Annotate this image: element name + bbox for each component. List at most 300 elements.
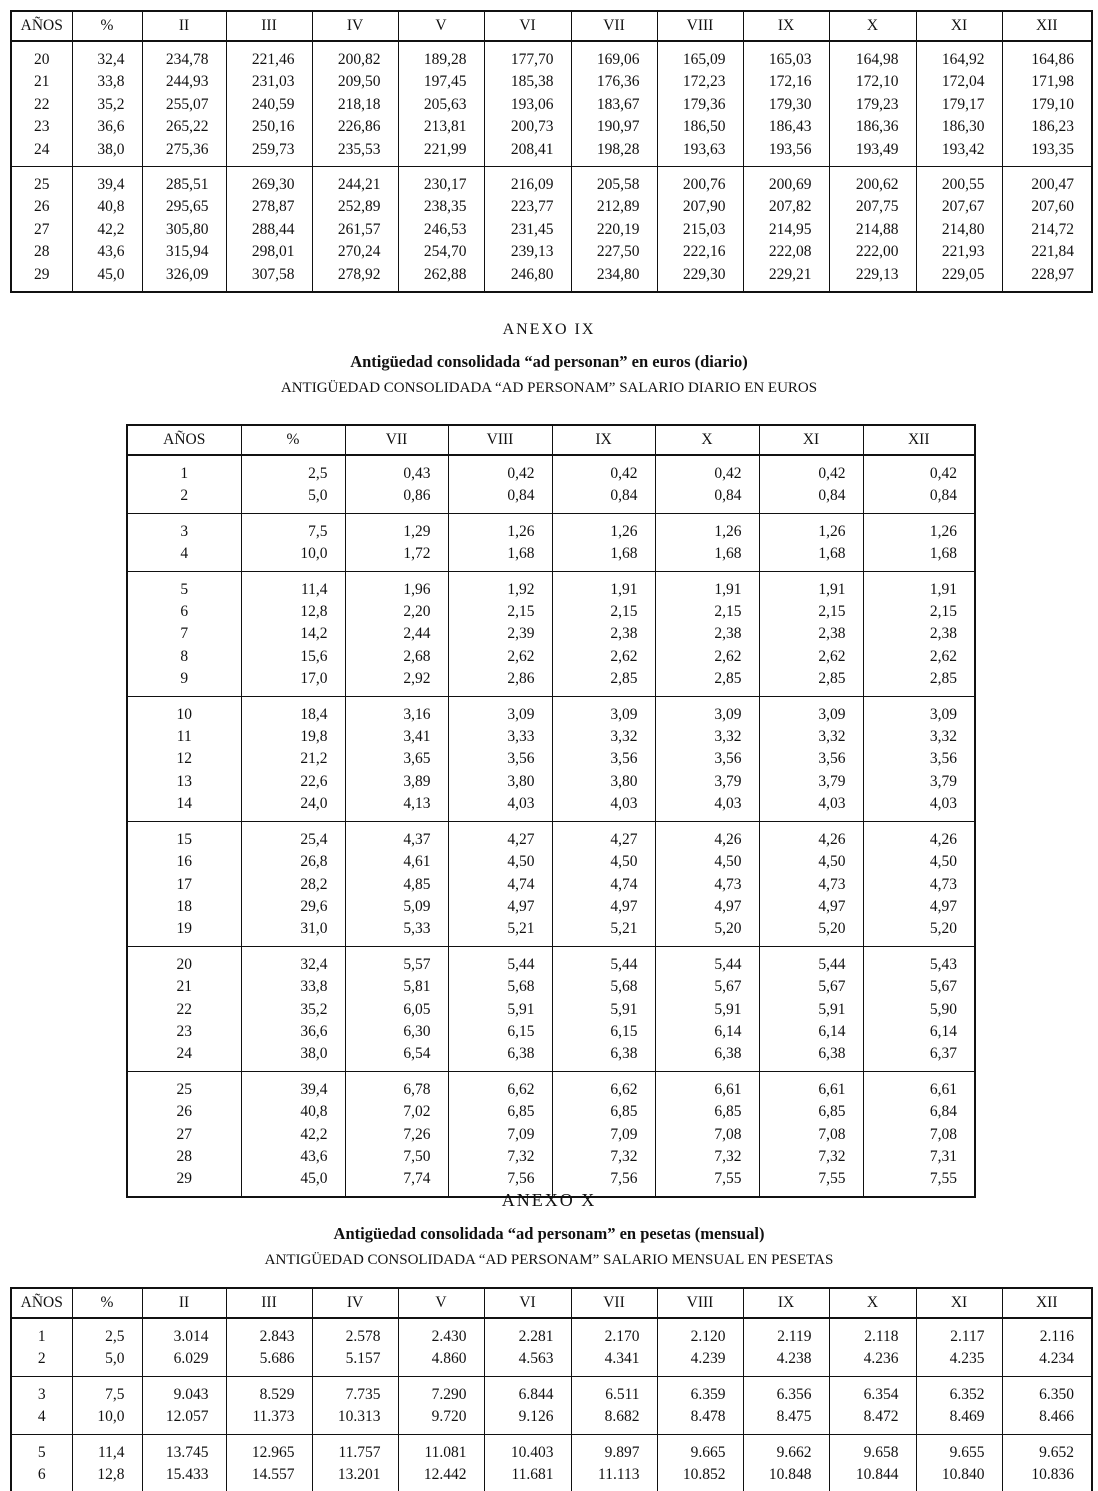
value-cell: 1,92 bbox=[448, 571, 552, 601]
percent-cell: 11,4 bbox=[72, 1434, 142, 1464]
table-row bbox=[11, 264, 1092, 292]
value-cell: 10.403 bbox=[484, 1434, 571, 1464]
table-row bbox=[127, 1071, 975, 1101]
value-cell: 190,97 bbox=[571, 116, 657, 138]
table-row bbox=[127, 874, 975, 896]
value-cell: 2,15 bbox=[655, 601, 759, 623]
table-row bbox=[127, 748, 975, 770]
table-row bbox=[11, 1406, 1092, 1434]
value-cell: 6,54 bbox=[345, 1043, 448, 1071]
value-cell: 262,88 bbox=[398, 264, 484, 292]
table-row bbox=[127, 726, 975, 748]
percent-cell: 18,4 bbox=[241, 696, 345, 726]
value-cell: 6,30 bbox=[345, 1021, 448, 1043]
column-header: IV bbox=[312, 11, 398, 41]
value-cell: 4.235 bbox=[916, 1348, 1002, 1376]
column-header: VIII bbox=[657, 11, 743, 41]
value-cell: 212,89 bbox=[571, 196, 657, 218]
percent-cell: 2,5 bbox=[241, 455, 345, 485]
value-cell: 164,86 bbox=[1002, 41, 1092, 71]
table-row bbox=[127, 696, 975, 726]
years-cell: 4 bbox=[11, 1406, 72, 1434]
value-cell: 11.681 bbox=[484, 1464, 571, 1491]
table-row bbox=[11, 196, 1092, 218]
years-cell: 13 bbox=[127, 771, 241, 793]
years-cell: 24 bbox=[11, 139, 72, 167]
value-cell: 4.236 bbox=[829, 1348, 916, 1376]
years-cell: 2 bbox=[11, 1348, 72, 1376]
value-cell: 213,81 bbox=[398, 116, 484, 138]
value-cell: 2,68 bbox=[345, 646, 448, 668]
years-cell: 7 bbox=[127, 623, 241, 645]
header-row bbox=[11, 11, 1092, 41]
value-cell: 164,92 bbox=[916, 41, 1002, 71]
value-cell: 197,45 bbox=[398, 71, 484, 93]
percent-cell: 28,2 bbox=[241, 874, 345, 896]
value-cell: 186,23 bbox=[1002, 116, 1092, 138]
years-cell: 24 bbox=[127, 1043, 241, 1071]
percent-cell: 5,0 bbox=[241, 485, 345, 513]
row-group bbox=[11, 1376, 1092, 1434]
percent-cell: 10,0 bbox=[72, 1406, 142, 1434]
value-cell: 2,62 bbox=[448, 646, 552, 668]
value-cell: 7,56 bbox=[552, 1168, 655, 1196]
table-row bbox=[127, 543, 975, 571]
column-header: XI bbox=[759, 425, 863, 455]
table-row bbox=[127, 1021, 975, 1043]
value-cell: 221,84 bbox=[1002, 241, 1092, 263]
value-cell: 2,86 bbox=[448, 668, 552, 696]
value-cell: 2,44 bbox=[345, 623, 448, 645]
value-cell: 214,88 bbox=[829, 219, 916, 241]
value-cell: 7,55 bbox=[863, 1168, 975, 1196]
value-cell: 9.665 bbox=[657, 1434, 743, 1464]
value-cell: 3,79 bbox=[655, 771, 759, 793]
value-cell: 2.843 bbox=[226, 1318, 312, 1348]
years-cell: 25 bbox=[11, 167, 72, 197]
percent-cell: 22,6 bbox=[241, 771, 345, 793]
value-cell: 4.860 bbox=[398, 1348, 484, 1376]
percent-cell: 14,2 bbox=[241, 623, 345, 645]
value-cell: 9.662 bbox=[743, 1434, 829, 1464]
value-cell: 231,45 bbox=[484, 219, 571, 241]
value-cell: 11.757 bbox=[312, 1434, 398, 1464]
value-cell: 6,85 bbox=[448, 1101, 552, 1123]
value-cell: 5,81 bbox=[345, 976, 448, 998]
value-cell: 261,57 bbox=[312, 219, 398, 241]
value-cell: 278,87 bbox=[226, 196, 312, 218]
value-cell: 6,38 bbox=[552, 1043, 655, 1071]
value-cell: 2,15 bbox=[448, 601, 552, 623]
value-cell: 2,92 bbox=[345, 668, 448, 696]
value-cell: 255,07 bbox=[142, 94, 226, 116]
table-row bbox=[127, 455, 975, 485]
value-cell: 4.238 bbox=[743, 1348, 829, 1376]
value-cell: 5.686 bbox=[226, 1348, 312, 1376]
years-cell: 16 bbox=[127, 851, 241, 873]
value-cell: 7,08 bbox=[759, 1124, 863, 1146]
table-row bbox=[11, 1464, 1092, 1491]
value-cell: 209,50 bbox=[312, 71, 398, 93]
percent-cell: 33,8 bbox=[72, 71, 142, 93]
value-cell: 315,94 bbox=[142, 241, 226, 263]
value-cell: 185,38 bbox=[484, 71, 571, 93]
header-row bbox=[11, 1288, 1092, 1318]
value-cell: 207,75 bbox=[829, 196, 916, 218]
value-cell: 3,56 bbox=[863, 748, 975, 770]
value-cell: 7,56 bbox=[448, 1168, 552, 1196]
value-cell: 295,65 bbox=[142, 196, 226, 218]
value-cell: 193,56 bbox=[743, 139, 829, 167]
value-cell: 7,50 bbox=[345, 1146, 448, 1168]
value-cell: 2.120 bbox=[657, 1318, 743, 1348]
value-cell: 3,56 bbox=[655, 748, 759, 770]
value-cell: 10.840 bbox=[916, 1464, 1002, 1491]
value-cell: 3,16 bbox=[345, 696, 448, 726]
value-cell: 5,09 bbox=[345, 896, 448, 918]
value-cell: 7,32 bbox=[655, 1146, 759, 1168]
value-cell: 169,06 bbox=[571, 41, 657, 71]
years-cell: 2 bbox=[127, 485, 241, 513]
percent-cell: 7,5 bbox=[72, 1376, 142, 1406]
value-cell: 8.478 bbox=[657, 1406, 743, 1434]
value-cell: 5,91 bbox=[759, 999, 863, 1021]
value-cell: 8.472 bbox=[829, 1406, 916, 1434]
value-cell: 14.557 bbox=[226, 1464, 312, 1491]
value-cell: 246,53 bbox=[398, 219, 484, 241]
anexo-x-table bbox=[10, 1287, 1093, 1491]
value-cell: 0,84 bbox=[448, 485, 552, 513]
percent-cell: 5,0 bbox=[72, 1348, 142, 1376]
years-cell: 25 bbox=[127, 1071, 241, 1101]
value-cell: 4,97 bbox=[552, 896, 655, 918]
value-cell: 10.852 bbox=[657, 1464, 743, 1491]
value-cell: 172,04 bbox=[916, 71, 1002, 93]
column-header: V bbox=[398, 1288, 484, 1318]
value-cell: 6,85 bbox=[655, 1101, 759, 1123]
percent-cell: 26,8 bbox=[241, 851, 345, 873]
value-cell: 2,15 bbox=[759, 601, 863, 623]
value-cell: 221,93 bbox=[916, 241, 1002, 263]
value-cell: 3,79 bbox=[863, 771, 975, 793]
value-cell: 6,05 bbox=[345, 999, 448, 1021]
value-cell: 0,42 bbox=[863, 455, 975, 485]
value-cell: 7,08 bbox=[655, 1124, 759, 1146]
percent-cell: 31,0 bbox=[241, 918, 345, 946]
years-cell: 11 bbox=[127, 726, 241, 748]
table-row bbox=[127, 896, 975, 918]
percent-cell: 12,8 bbox=[72, 1464, 142, 1491]
value-cell: 3,41 bbox=[345, 726, 448, 748]
column-header: VII bbox=[571, 1288, 657, 1318]
value-cell: 1,26 bbox=[448, 513, 552, 543]
value-cell: 5,33 bbox=[345, 918, 448, 946]
anexo-x-label: ANEXO X bbox=[501, 1190, 597, 1210]
table-row bbox=[127, 999, 975, 1021]
anexo-ix-subtitle: ANTIGÜEDAD CONSOLIDADA “AD PERSONAM” SALARIO DIARIO EN EUROS bbox=[280, 380, 818, 396]
column-header: IV bbox=[312, 1288, 398, 1318]
value-cell: 1,96 bbox=[345, 571, 448, 601]
value-cell: 221,46 bbox=[226, 41, 312, 71]
value-cell: 2,85 bbox=[863, 668, 975, 696]
table-row bbox=[127, 485, 975, 513]
value-cell: 7,31 bbox=[863, 1146, 975, 1168]
years-cell: 9 bbox=[127, 668, 241, 696]
value-cell: 4,73 bbox=[759, 874, 863, 896]
value-cell: 8.682 bbox=[571, 1406, 657, 1434]
percent-cell: 21,2 bbox=[241, 748, 345, 770]
value-cell: 3,32 bbox=[863, 726, 975, 748]
value-cell: 3,09 bbox=[448, 696, 552, 726]
value-cell: 9.658 bbox=[829, 1434, 916, 1464]
value-cell: 1,68 bbox=[448, 543, 552, 571]
value-cell: 3,79 bbox=[759, 771, 863, 793]
value-cell: 1,72 bbox=[345, 543, 448, 571]
value-cell: 1,68 bbox=[552, 543, 655, 571]
table-row bbox=[11, 1434, 1092, 1464]
years-cell: 21 bbox=[127, 976, 241, 998]
years-cell: 27 bbox=[11, 219, 72, 241]
value-cell: 6.511 bbox=[571, 1376, 657, 1406]
percent-cell: 24,0 bbox=[241, 793, 345, 821]
column-header: VII bbox=[345, 425, 448, 455]
value-cell: 200,55 bbox=[916, 167, 1002, 197]
table-row bbox=[127, 821, 975, 851]
header-row bbox=[127, 425, 975, 455]
value-cell: 4,26 bbox=[863, 821, 975, 851]
years-cell: 20 bbox=[127, 946, 241, 976]
value-cell: 2.578 bbox=[312, 1318, 398, 1348]
table-row bbox=[11, 71, 1092, 93]
column-header: III bbox=[226, 11, 312, 41]
value-cell: 214,95 bbox=[743, 219, 829, 241]
value-cell: 307,58 bbox=[226, 264, 312, 292]
value-cell: 5,68 bbox=[552, 976, 655, 998]
years-cell: 19 bbox=[127, 918, 241, 946]
row-group bbox=[127, 455, 975, 513]
value-cell: 171,98 bbox=[1002, 71, 1092, 93]
value-cell: 2,38 bbox=[552, 623, 655, 645]
table-row bbox=[11, 1376, 1092, 1406]
value-cell: 3,56 bbox=[448, 748, 552, 770]
value-cell: 4,03 bbox=[863, 793, 975, 821]
percent-cell: 35,2 bbox=[241, 999, 345, 1021]
percent-cell: 17,0 bbox=[241, 668, 345, 696]
percent-cell: 45,0 bbox=[72, 264, 142, 292]
value-cell: 0,42 bbox=[552, 455, 655, 485]
percent-cell: 36,6 bbox=[72, 116, 142, 138]
value-cell: 7,55 bbox=[655, 1168, 759, 1196]
value-cell: 2,38 bbox=[759, 623, 863, 645]
value-cell: 200,82 bbox=[312, 41, 398, 71]
value-cell: 2,38 bbox=[863, 623, 975, 645]
row-group bbox=[127, 946, 975, 1071]
table-row bbox=[11, 167, 1092, 197]
value-cell: 4,03 bbox=[759, 793, 863, 821]
value-cell: 15.433 bbox=[142, 1464, 226, 1491]
table-row bbox=[127, 1101, 975, 1123]
value-cell: 1,68 bbox=[759, 543, 863, 571]
value-cell: 2,62 bbox=[552, 646, 655, 668]
table-row bbox=[127, 1124, 975, 1146]
value-cell: 6,14 bbox=[863, 1021, 975, 1043]
percent-cell: 38,0 bbox=[241, 1043, 345, 1071]
value-cell: 8.529 bbox=[226, 1376, 312, 1406]
value-cell: 246,80 bbox=[484, 264, 571, 292]
table-row bbox=[11, 1318, 1092, 1348]
value-cell: 5,91 bbox=[448, 999, 552, 1021]
table-row bbox=[127, 1043, 975, 1071]
value-cell: 4.563 bbox=[484, 1348, 571, 1376]
column-header: AÑOS bbox=[127, 425, 241, 455]
percent-cell: 43,6 bbox=[241, 1146, 345, 1168]
value-cell: 13.745 bbox=[142, 1434, 226, 1464]
value-cell: 0,43 bbox=[345, 455, 448, 485]
value-cell: 164,98 bbox=[829, 41, 916, 71]
column-header: % bbox=[241, 425, 345, 455]
value-cell: 6.844 bbox=[484, 1376, 571, 1406]
value-cell: 179,10 bbox=[1002, 94, 1092, 116]
value-cell: 214,72 bbox=[1002, 219, 1092, 241]
table-row bbox=[127, 946, 975, 976]
years-cell: 29 bbox=[127, 1168, 241, 1196]
value-cell: 4.341 bbox=[571, 1348, 657, 1376]
value-cell: 6.359 bbox=[657, 1376, 743, 1406]
value-cell: 11.373 bbox=[226, 1406, 312, 1434]
value-cell: 5,91 bbox=[552, 999, 655, 1021]
table-row bbox=[127, 668, 975, 696]
value-cell: 193,49 bbox=[829, 139, 916, 167]
value-cell: 207,82 bbox=[743, 196, 829, 218]
value-cell: 265,22 bbox=[142, 116, 226, 138]
value-cell: 226,86 bbox=[312, 116, 398, 138]
years-cell: 29 bbox=[11, 264, 72, 292]
years-cell: 26 bbox=[11, 196, 72, 218]
value-cell: 3,65 bbox=[345, 748, 448, 770]
value-cell: 7,32 bbox=[759, 1146, 863, 1168]
years-cell: 23 bbox=[11, 116, 72, 138]
value-cell: 229,21 bbox=[743, 264, 829, 292]
value-cell: 3,09 bbox=[552, 696, 655, 726]
value-cell: 5,91 bbox=[655, 999, 759, 1021]
value-cell: 165,09 bbox=[657, 41, 743, 71]
column-header: VI bbox=[484, 11, 571, 41]
value-cell: 7,55 bbox=[759, 1168, 863, 1196]
value-cell: 3,09 bbox=[863, 696, 975, 726]
percent-cell: 42,2 bbox=[241, 1124, 345, 1146]
value-cell: 223,77 bbox=[484, 196, 571, 218]
value-cell: 200,76 bbox=[657, 167, 743, 197]
value-cell: 4,97 bbox=[448, 896, 552, 918]
value-cell: 2.118 bbox=[829, 1318, 916, 1348]
value-cell: 0,42 bbox=[759, 455, 863, 485]
row-group bbox=[127, 821, 975, 946]
value-cell: 4,27 bbox=[448, 821, 552, 851]
percent-cell: 40,8 bbox=[72, 196, 142, 218]
value-cell: 10.836 bbox=[1002, 1464, 1092, 1491]
value-cell: 215,03 bbox=[657, 219, 743, 241]
row-group bbox=[11, 1318, 1092, 1376]
value-cell: 244,21 bbox=[312, 167, 398, 197]
percent-cell: 29,6 bbox=[241, 896, 345, 918]
value-cell: 6,62 bbox=[448, 1071, 552, 1101]
value-cell: 200,69 bbox=[743, 167, 829, 197]
value-cell: 4,50 bbox=[759, 851, 863, 873]
column-header: X bbox=[829, 11, 916, 41]
column-header: VII bbox=[571, 11, 657, 41]
table-row bbox=[127, 601, 975, 623]
value-cell: 244,93 bbox=[142, 71, 226, 93]
column-header: II bbox=[142, 11, 226, 41]
table-row bbox=[127, 918, 975, 946]
table-row bbox=[127, 623, 975, 645]
percent-cell: 39,4 bbox=[241, 1071, 345, 1101]
value-cell: 186,50 bbox=[657, 116, 743, 138]
value-cell: 3,09 bbox=[655, 696, 759, 726]
value-cell: 208,41 bbox=[484, 139, 571, 167]
value-cell: 4,74 bbox=[448, 874, 552, 896]
value-cell: 3,80 bbox=[552, 771, 655, 793]
value-cell: 1,26 bbox=[759, 513, 863, 543]
years-cell: 26 bbox=[127, 1101, 241, 1123]
value-cell: 2,85 bbox=[759, 668, 863, 696]
value-cell: 7,02 bbox=[345, 1101, 448, 1123]
value-cell: 4,97 bbox=[655, 896, 759, 918]
value-cell: 0,84 bbox=[863, 485, 975, 513]
row-group bbox=[11, 1434, 1092, 1491]
row-group bbox=[11, 41, 1092, 167]
value-cell: 7.290 bbox=[398, 1376, 484, 1406]
value-cell: 193,35 bbox=[1002, 139, 1092, 167]
value-cell: 5,90 bbox=[863, 999, 975, 1021]
percent-cell: 7,5 bbox=[241, 513, 345, 543]
percent-cell: 45,0 bbox=[241, 1168, 345, 1196]
value-cell: 6,37 bbox=[863, 1043, 975, 1071]
value-cell: 270,24 bbox=[312, 241, 398, 263]
percent-cell: 33,8 bbox=[241, 976, 345, 998]
value-cell: 278,92 bbox=[312, 264, 398, 292]
value-cell: 3,32 bbox=[552, 726, 655, 748]
value-cell: 221,99 bbox=[398, 139, 484, 167]
value-cell: 4,27 bbox=[552, 821, 655, 851]
years-cell: 5 bbox=[11, 1434, 72, 1464]
table-row bbox=[11, 241, 1092, 263]
table-row bbox=[11, 116, 1092, 138]
row-group bbox=[11, 167, 1092, 293]
value-cell: 6,85 bbox=[759, 1101, 863, 1123]
value-cell: 189,28 bbox=[398, 41, 484, 71]
value-cell: 6,38 bbox=[759, 1043, 863, 1071]
value-cell: 7,74 bbox=[345, 1168, 448, 1196]
value-cell: 1,91 bbox=[759, 571, 863, 601]
value-cell: 7.735 bbox=[312, 1376, 398, 1406]
value-cell: 3,80 bbox=[448, 771, 552, 793]
years-cell: 12 bbox=[127, 748, 241, 770]
value-cell: 305,80 bbox=[142, 219, 226, 241]
value-cell: 205,63 bbox=[398, 94, 484, 116]
top-table bbox=[10, 10, 1093, 293]
value-cell: 2,85 bbox=[552, 668, 655, 696]
percent-cell: 40,8 bbox=[241, 1101, 345, 1123]
value-cell: 6,61 bbox=[863, 1071, 975, 1101]
value-cell: 5.157 bbox=[312, 1348, 398, 1376]
value-cell: 0,42 bbox=[448, 455, 552, 485]
percent-cell: 2,5 bbox=[72, 1318, 142, 1348]
value-cell: 240,59 bbox=[226, 94, 312, 116]
percent-cell: 38,0 bbox=[72, 139, 142, 167]
value-cell: 2,62 bbox=[759, 646, 863, 668]
value-cell: 2,62 bbox=[863, 646, 975, 668]
